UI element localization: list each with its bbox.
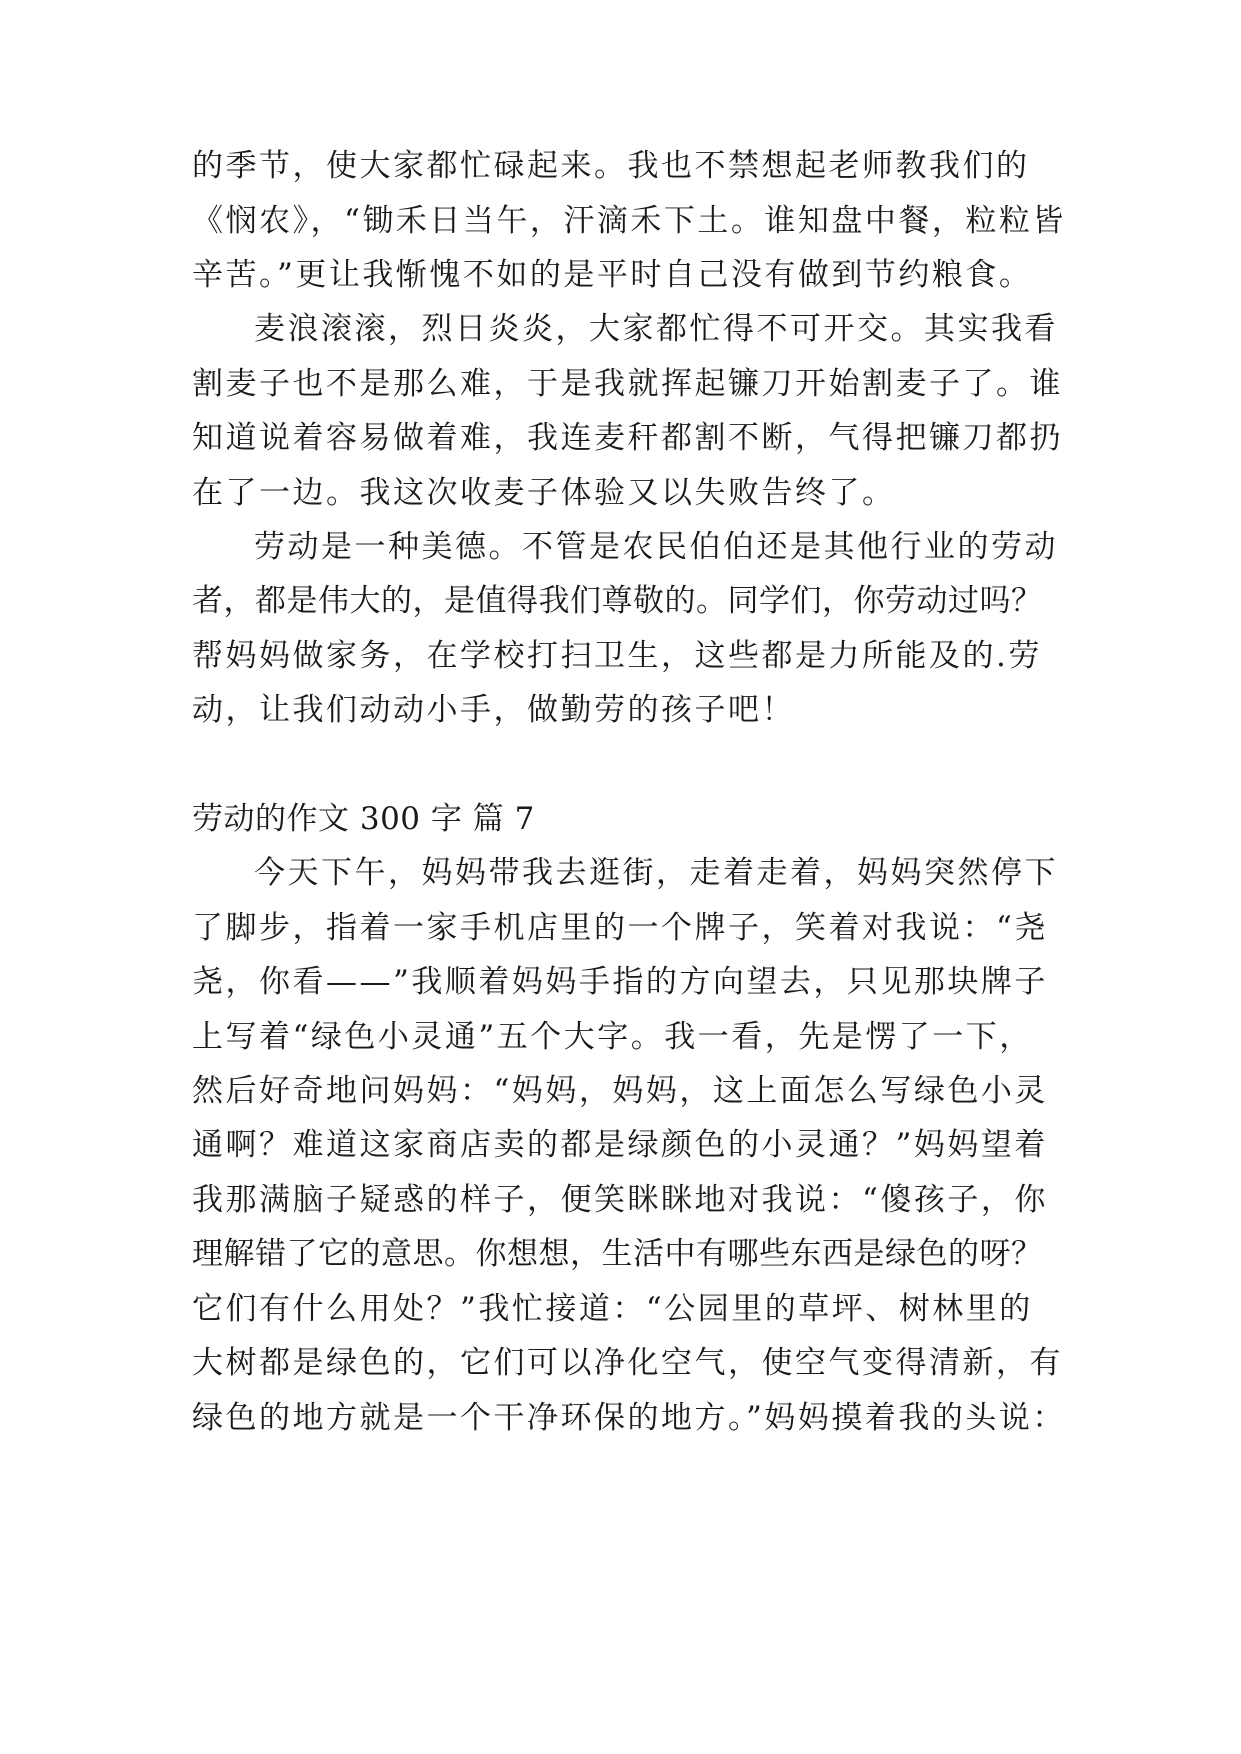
paragraph-line: 在了一边。我这次收麦子体验又以失败告终了。 [192, 475, 896, 511]
paragraph-line: 辛苦。”更让我惭愧不如的是平时自己没有做到节约粮食。 [192, 257, 1033, 293]
paragraph-line: 我那满脑子疑惑的样子，便笑眯眯地对我说：“傻孩子，你 [192, 1182, 1048, 1218]
paragraph-line: 理解错了它的意思。你想想，生活中有哪些东西是绿色的呀？ [192, 1236, 1043, 1272]
section-title: 劳动的作文 300 字 篇 7 [192, 801, 535, 837]
paragraph-line: 麦浪滚滚，烈日炎炎，大家都忙得不可开交。其实我看 [254, 311, 1058, 347]
paragraph-line: 动，让我们动动小手，做勤劳的孩子吧！ [192, 692, 795, 728]
paragraph-line: 尧，你看——”我顺着妈妈手指的方向望去，只见那块牌子 [192, 964, 1048, 1000]
paragraph-line: 劳动是一种美德。不管是农民伯伯还是其他行业的劳动 [254, 529, 1058, 565]
paragraph-line: 它们有什么用处？”我忙接道：“公园里的草坪、树林里的 [192, 1291, 1033, 1327]
paragraph-line: 《悯农》，“锄禾日当午，汗滴禾下土。谁知盘中餐，粒粒皆 [192, 203, 1066, 239]
paragraph-line: 的季节，使大家都忙碌起来。我也不禁想起老师教我们的 [192, 148, 1030, 184]
paragraph-line: 者，都是伟大的，是值得我们尊敬的。同学们，你劳动过吗？ [192, 583, 1043, 619]
paragraph-line: 通啊？难道这家商店卖的都是绿颜色的小灵通？”妈妈望着 [192, 1127, 1048, 1163]
paragraph-line: 绿色的地方就是一个干净环保的地方。”妈妈摸着我的头说： [192, 1400, 1066, 1436]
paragraph-line: 知道说着容易做着难，我连麦秆都割不断，气得把镰刀都扔 [192, 420, 1063, 456]
paragraph-line: 今天下午，妈妈带我去逛街，走着走着，妈妈突然停下 [254, 855, 1058, 891]
paragraph-line: 然后好奇地问妈妈：“妈妈，妈妈，这上面怎么写绿色小灵 [192, 1073, 1048, 1109]
paragraph-line: 大树都是绿色的，它们可以净化空气，使空气变得清新，有 [192, 1345, 1063, 1381]
paragraph-line: 割麦子也不是那么难，于是我就挥起镰刀开始割麦子了。谁 [192, 366, 1063, 402]
paragraph-line: 了脚步，指着一家手机店里的一个牌子，笑着对我说：“尧 [192, 910, 1048, 946]
paragraph-line: 上写着“绿色小灵通”五个大字。我一看，先是愣了一下， [192, 1019, 1033, 1055]
paragraph-line: 帮妈妈做家务，在学校打扫卫生，这些都是力所能及的.劳 [192, 638, 1042, 674]
